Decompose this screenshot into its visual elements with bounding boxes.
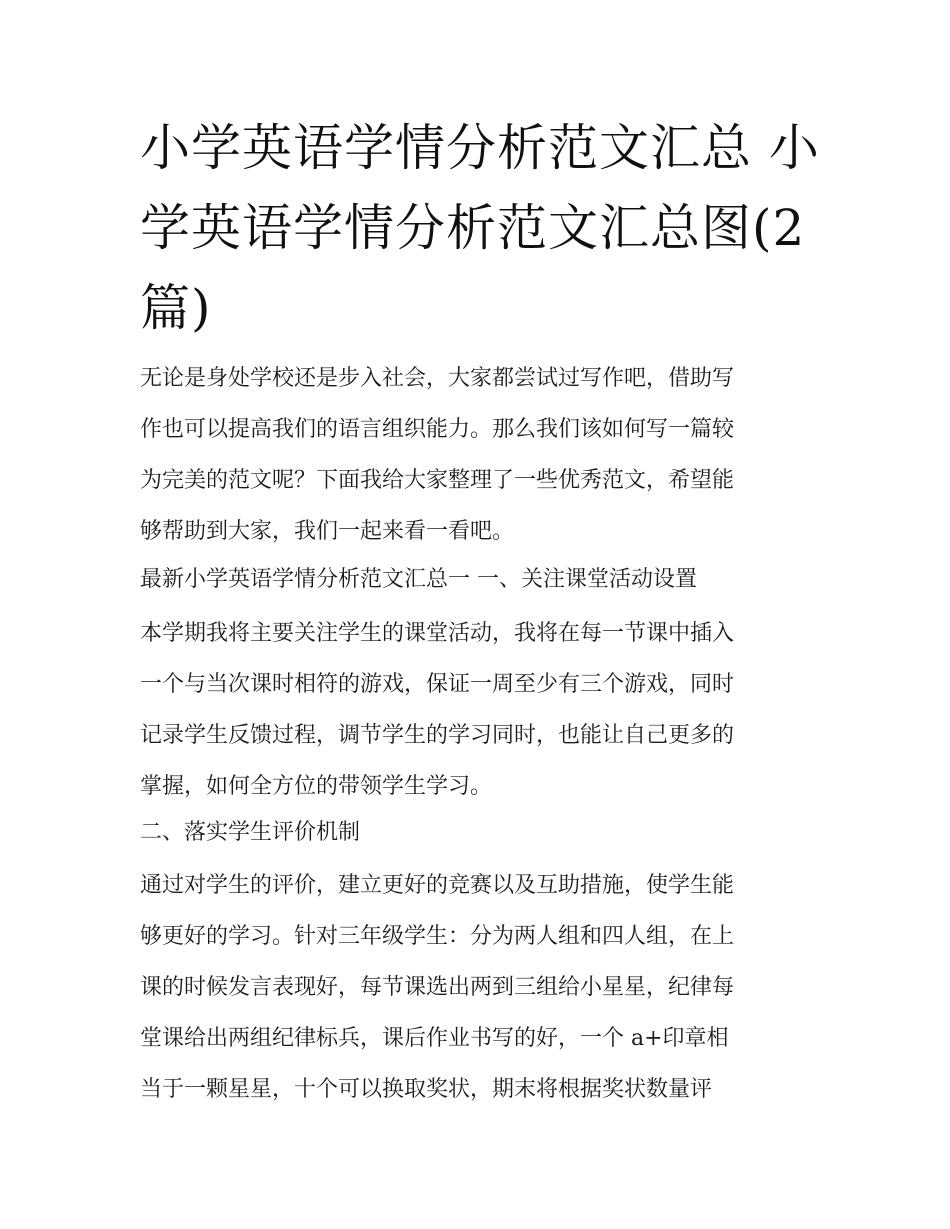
document-title	[140, 108, 820, 348]
paragraph-line: 够帮助到大家，我们一起来看一看吧。	[140, 519, 515, 544]
paragraph-line: 无论是身处学校还是步入社会，大家都尝试过写作吧，借助写	[140, 366, 735, 391]
paragraph-line: 记录学生反馈过程，调节学生的学习同时，也能让自己更多的	[140, 723, 735, 748]
section-heading-1: 最新小学英语学情分析范文汇总一 一、关注课堂活动设置	[140, 567, 697, 592]
paragraph-line: 够更好的学习。针对三年级学生：分为两人组和四人组，在上	[140, 924, 735, 949]
section-heading-2: 二、落实学生评价机制	[140, 820, 361, 845]
section-1-paragraph	[140, 608, 820, 812]
paragraph-line: 作也可以提高我们的语言组织能力。那么我们该如何写一篇较	[140, 417, 735, 442]
paragraph-line: 一个与当次课时相符的游戏，保证一周至少有三个游戏，同时	[140, 672, 735, 697]
paragraph-line: 当于一颗星星，十个可以换取奖状，期末将根据奖状数量评	[140, 1077, 713, 1102]
title-line: 小学英语学情分析范文汇总 小	[140, 119, 820, 177]
section-2-paragraph	[140, 860, 820, 1115]
paragraph-line: 堂课给出两组纪律标兵，课后作业书写的好，一个 a+印章相	[140, 1026, 729, 1051]
paragraph-line: 掌握，如何全方位的带领学生学习。	[140, 774, 493, 799]
paragraph-line: 课的时候发言表现好，每节课选出两到三组给小星星，纪律每	[140, 975, 735, 1000]
paragraph-line: 通过对学生的评价，建立更好的竞赛以及互助措施，使学生能	[140, 873, 735, 898]
paragraph-line: 为完美的范文呢？下面我给大家整理了一些优秀范文，希望能	[140, 468, 735, 493]
title-line: 学英语学情分析范文汇总图(2	[140, 199, 806, 257]
intro-paragraph	[140, 353, 820, 557]
title-line: 篇)	[140, 279, 212, 337]
paragraph-line: 本学期我将主要关注学生的课堂活动，我将在每一节课中插入	[140, 621, 735, 646]
